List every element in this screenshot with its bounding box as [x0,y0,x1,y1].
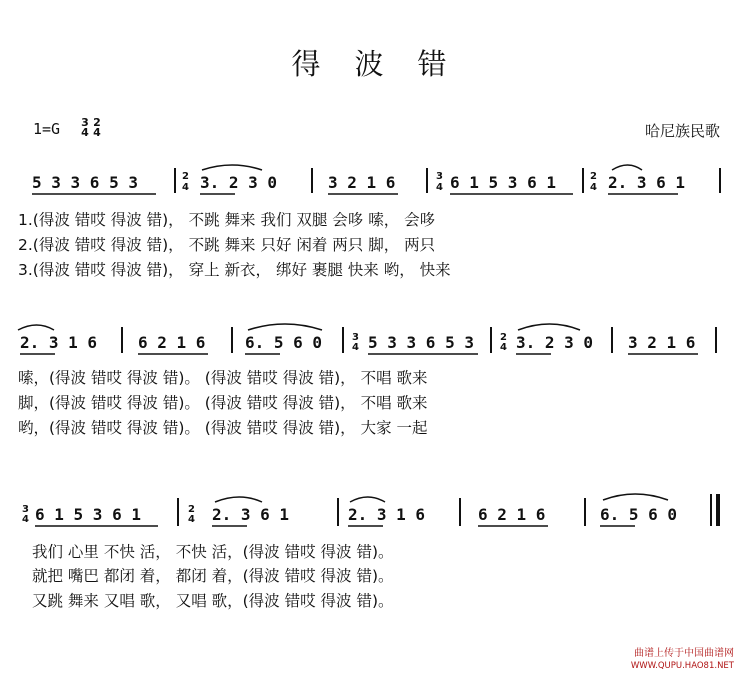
svg-text:4: 4 [500,342,507,353]
lyric-line: 3.(得波 错哎 得波 错)， 穿上 新衣， 绑好 裹腿 快来 哟， 快来 [18,261,451,279]
svg-text:4: 4 [590,182,597,193]
svg-text:2: 2 [188,504,195,515]
lyric-line: 哟，(得波 错哎 得波 错)。 (得波 错哎 得波 错)， 大家 一起 [18,419,428,437]
svg-text:2: 2 [182,171,189,182]
time-signature-2-4: 2 4 [93,116,101,139]
svg-text:3: 3 [352,332,359,343]
svg-text:3. 2 3 0: 3. 2 3 0 [200,173,278,192]
svg-text:4: 4 [352,342,359,353]
svg-text:4: 4 [182,182,189,193]
svg-text:2: 2 [500,332,507,343]
song-title: 得波错 [291,47,481,81]
watermark [631,648,734,672]
time-signature-3-4: 3 4 [81,116,89,139]
lyric-line: 2.(得波 错哎 得波 错)， 不跳 舞来 只好 闲着 两只 脚， 两只 [18,236,436,254]
svg-text:3 2 1 6: 3 2 1 6 [328,173,396,192]
svg-text:5 3 3 6 5 3: 5 3 3 6 5 3 [32,173,138,192]
watermark-line-1: 曲谱上传于中国曲谱网 [634,648,734,659]
svg-text:6 2 1 6: 6 2 1 6 [138,333,206,352]
lyric-line: 我们 心里 不快 活， 不快 活，(得波 错哎 得波 错)。 [32,543,394,561]
svg-text:3: 3 [22,504,29,515]
svg-text:5 3 3 6 5 3: 5 3 3 6 5 3 [368,333,474,352]
svg-text:2. 3 1 6: 2. 3 1 6 [20,333,98,352]
watermark-line-2: WWW.QUPU.HAO81.NET [630,661,734,671]
svg-text:3: 3 [436,171,443,182]
svg-text:4: 4 [22,514,29,525]
key-signature: 1=G [33,120,61,138]
lyric-line: 又跳 舞来 又唱 歌， 又唱 歌，(得波 错哎 得波 错)。 [32,592,394,610]
svg-text:6. 5 6 0: 6. 5 6 0 [600,505,678,524]
svg-text:3 2 1 6: 3 2 1 6 [628,333,696,352]
svg-text:2. 3 6 1: 2. 3 6 1 [608,173,686,192]
svg-text:2. 3 6 1: 2. 3 6 1 [212,505,290,524]
svg-text:2. 3 1 6: 2. 3 1 6 [348,505,426,524]
svg-text:4: 4 [188,514,195,525]
svg-text:6 1 5 3 6 1: 6 1 5 3 6 1 [450,173,556,192]
svg-text:2: 2 [590,171,597,182]
song-origin: 哈尼族民歌 [644,122,720,140]
lyric-line: 就把 嘴巴 都闭 着， 都闭 着，(得波 错哎 得波 错)。 [32,567,394,585]
lyric-line: 嗦，(得波 错哎 得波 错)。 (得波 错哎 得波 错)， 不唱 歌来 [18,369,428,387]
svg-text:6. 5 6 0: 6. 5 6 0 [245,333,323,352]
svg-text:3. 2 3 0: 3. 2 3 0 [516,333,594,352]
lyric-line: 1.(得波 错哎 得波 错)， 不跳 舞来 我们 双腿 会哆 嗦， 会哆 [18,211,436,229]
svg-text:4: 4 [436,182,443,193]
svg-text:6 2 1 6: 6 2 1 6 [478,505,546,524]
lyric-line: 脚，(得波 错哎 得波 错)。 (得波 错哎 得波 错)， 不唱 歌来 [18,394,428,412]
svg-text:6 1 5 3 6 1: 6 1 5 3 6 1 [35,505,141,524]
